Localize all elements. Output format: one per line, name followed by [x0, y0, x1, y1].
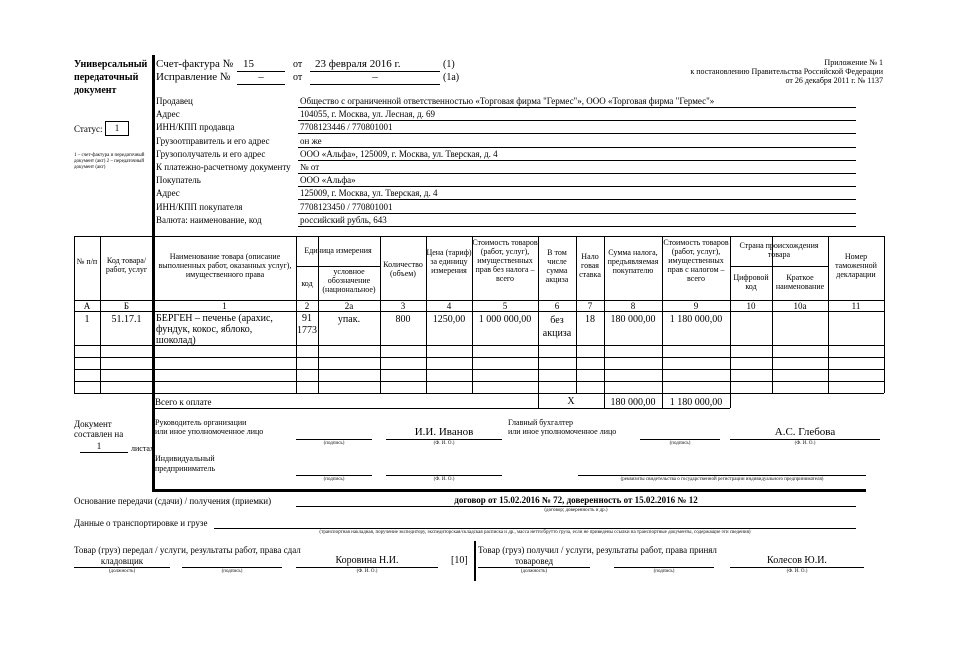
handed-fio-caption: (Ф. И. О.)	[356, 569, 378, 574]
handed-name: Коровина Н.И.	[335, 555, 399, 566]
doc-sheets-value: 1	[96, 441, 102, 451]
status-label: Статус:	[74, 124, 103, 134]
column-index: Б	[123, 301, 130, 311]
accountant-fio-caption: (Ф. И. О.)	[794, 441, 816, 446]
accountant-label-2: или иное уполномоченное лицо	[508, 427, 617, 436]
head-name: И.И. Иванов	[414, 426, 474, 438]
grid-line	[730, 266, 828, 267]
party-label: Адрес	[156, 188, 180, 198]
grid-line	[153, 408, 730, 409]
accountant-label-1: Главный бухгалтер	[508, 418, 573, 427]
transport-label: Данные о транспортировке и грузе	[74, 518, 208, 528]
transport-caption: (транспортная накладная, поручение экспедитору, экспедиторская/складская расписка и др., масса нетто/брутто груза, если не приведены ссылки на транспортные документы, содержащие эти сведения)	[319, 530, 751, 535]
appendix-line-3: от 26 декабря 2011 г. № 1137	[785, 76, 883, 85]
grid-line	[74, 381, 884, 382]
party-value: 7708123446 / 770801001	[300, 122, 393, 132]
party-value: Общество с ограниченной ответственностью «Торговая фирма "Гермес"», ООО «Торговая фирма "Гермес"»	[300, 96, 715, 106]
party-value: № от	[300, 162, 320, 172]
total-label: Всего к оплате	[155, 397, 212, 407]
grid-line	[74, 236, 884, 237]
handed-sign-caption: (подпись)	[221, 569, 243, 574]
correction-number: –	[258, 71, 264, 83]
status-note: 1 – счет-фактура и передаточный документ (акт) 2 – передаточный документ (акт)	[74, 153, 145, 170]
grid-line	[74, 369, 884, 370]
party-label: ИНН/КПП продавца	[156, 122, 235, 132]
party-underline	[298, 226, 856, 227]
ip-label-1: Индивидуальный	[155, 454, 215, 463]
document-title: Универсальный передаточный документ	[74, 59, 148, 96]
accountant-sign-caption: (подпись)	[669, 441, 691, 446]
column-index: 1	[222, 301, 227, 311]
column-index: А	[83, 301, 91, 311]
th-excise: В том числе сумма акциза	[545, 248, 569, 284]
bottom-divider	[474, 541, 476, 581]
grid-line	[74, 393, 884, 394]
ip-sign-caption: (подпись)	[323, 477, 345, 482]
row-number: 1	[84, 314, 90, 325]
row-cost-without-tax: 1 000 000,00	[478, 314, 532, 325]
party-label: Грузополучатель и его адрес	[156, 149, 266, 159]
head-fio-caption: (Ф. И. О.)	[433, 441, 455, 446]
party-underline	[298, 147, 856, 148]
party-underline	[298, 160, 856, 161]
party-underline	[298, 107, 856, 108]
row-unit-code: 91 1773	[297, 313, 317, 336]
row-price: 1250,00	[432, 314, 466, 325]
head-label-2: или иное уполномоченное лицо	[155, 427, 264, 436]
party-value: 7708123450 / 770801001	[300, 202, 393, 212]
party-label: Валюта: наименование, код	[156, 215, 262, 225]
head-label-1: Руководитель организации	[155, 418, 247, 427]
column-index: 8	[630, 301, 636, 311]
received-fio-caption: (Ф. И. О.)	[786, 569, 808, 574]
basis-caption: (договор; доверенность и др.)	[544, 508, 608, 513]
column-index: 4	[446, 301, 452, 311]
doc-label-1: Документ	[74, 419, 112, 429]
th-code: Код товара/ работ, услуг	[105, 256, 148, 274]
party-underline	[298, 173, 856, 174]
th-number: № п/п	[76, 257, 98, 266]
row-tax-rate: 18	[585, 314, 595, 325]
th-tax-rate: Нало говая ставка	[579, 252, 601, 279]
handed-position-caption: (должность)	[108, 569, 136, 574]
received-name: Колесов Ю.И.	[767, 555, 827, 566]
total-cost: 1 180 000,00	[669, 397, 723, 408]
party-underline	[298, 213, 856, 214]
column-index: 6	[554, 301, 560, 311]
party-value: 104055, г. Москва, ул. Лесная, д. 69	[300, 109, 436, 119]
party-label: Продавец	[156, 96, 193, 106]
column-index: 5	[502, 301, 508, 311]
correction-date: –	[372, 71, 378, 83]
th-country: Страна происхождения товара	[739, 241, 819, 259]
column-index: 10а	[793, 301, 807, 311]
column-index: 2	[304, 301, 310, 311]
column-index: 11	[851, 301, 861, 311]
correction-ref: (1а)	[443, 72, 460, 83]
total-tax: 180 000,00	[610, 397, 656, 408]
invoice-ref: (1)	[443, 59, 455, 70]
party-value: он же	[300, 136, 322, 146]
column-index: 3	[400, 301, 406, 311]
th-price: Цена (тариф) за единицу измерения	[426, 248, 472, 275]
grid-line	[730, 236, 731, 393]
party-value: российский рубль, 643	[300, 215, 387, 225]
ip-fio-caption: (Ф. И. О.)	[433, 477, 455, 482]
handed-label: Товар (груз) передал / услуги, результаты работ, права сдал	[74, 545, 301, 555]
row-code: 51.17.1	[111, 314, 142, 325]
party-value: ООО «Альфа», 125009, г. Москва, ул. Тверская, д. 4	[300, 149, 498, 159]
grid-line	[74, 311, 884, 312]
handed-position: кладовщик	[100, 556, 144, 566]
status-value: 1	[105, 121, 129, 136]
grid-line	[74, 357, 884, 358]
party-underline	[298, 133, 856, 134]
th-quantity: Количество (объем)	[383, 260, 423, 278]
row-quantity: 800	[395, 314, 411, 325]
doc-sheets-label: листах	[131, 444, 154, 453]
th-unit: Единица измерения	[304, 246, 372, 255]
row-unit-name: упак.	[337, 314, 361, 325]
invoice-from: от	[293, 59, 303, 70]
column-index: 2а	[344, 301, 354, 311]
th-tax-sum: Сумма налога, предъявляемая покупателю	[607, 248, 659, 275]
head-sign-caption: (подпись)	[323, 441, 345, 446]
row-excise: без акциза	[542, 315, 572, 339]
total-x: Х	[567, 396, 575, 407]
party-value: ООО «Альфа»	[300, 175, 356, 185]
th-country-name: Краткое наименование	[775, 273, 825, 291]
column-index: 10	[746, 301, 756, 311]
row-tax-sum: 180 000,00	[610, 314, 656, 325]
th-name: Наименование товара (описание выполненных работ, оказанных услуг), имущественного права	[158, 252, 292, 279]
grid-line	[884, 236, 885, 393]
ip-reg-caption: (реквизиты свидетельства о государственной регистрации индивидуального предпринимателя)	[620, 477, 824, 482]
party-underline	[298, 186, 856, 187]
th-unit-code: код	[301, 279, 313, 288]
correction-label: Исправление №	[156, 71, 231, 83]
invoice-label: Счет-фактура №	[156, 58, 234, 70]
th-cost-without-tax: Стоимость товаров (работ, услуг), имущественных прав без налога – всего	[472, 238, 538, 283]
party-label: ИНН/КПП покупателя	[156, 202, 243, 212]
received-position: товаровед	[514, 556, 554, 566]
th-cost-with-tax: Стоимость товаров (работ, услуг), имущественных прав с налогом – всего	[663, 238, 729, 283]
appendix-line-1: Приложение № 1	[824, 58, 883, 67]
received-position-caption: (должность)	[520, 569, 548, 574]
party-label: К платежно-расчетному документу	[156, 162, 291, 172]
received-label: Товар (груз) получил / услуги, результаты работ, права принял	[478, 545, 717, 555]
correction-from: от	[293, 72, 303, 83]
handed-ref: [10]	[451, 555, 468, 566]
th-country-code: Цифровой код	[733, 273, 769, 291]
th-unit-name: условное обозначение (национальное)	[322, 267, 376, 294]
th-customs: Номер таможенной декларации	[835, 252, 877, 279]
party-label: Покупатель	[156, 175, 201, 185]
appendix-line-2: к постановлению Правительства Российской Федерации	[690, 67, 883, 76]
basis-value: договор от 15.02.2016 № 72, доверенность от 15.02.2016 № 12	[454, 495, 698, 505]
ip-label-2: предприниматель	[155, 464, 215, 473]
party-label: Грузоотправитель и его адрес	[156, 136, 270, 146]
party-underline	[298, 199, 856, 200]
doc-label-2: составлен на	[74, 429, 124, 439]
grid-line	[730, 393, 731, 408]
column-index: 7	[587, 301, 593, 311]
party-label: Адрес	[156, 109, 180, 119]
party-value: 125009, г. Москва, ул. Тверская, д. 4	[300, 188, 438, 198]
row-name: БЕРГЕН – печенье (арахис, фундук, кокос, яблоко, шоколад)	[156, 313, 273, 346]
bottom-border	[152, 489, 866, 492]
received-sign-caption: (подпись)	[653, 569, 675, 574]
row-cost-with-tax: 1 180 000,00	[669, 314, 723, 325]
invoice-number: 15	[243, 58, 254, 70]
party-underline	[298, 120, 856, 121]
column-index: 9	[693, 301, 699, 311]
invoice-date: 23 февраля 2016 г.	[315, 58, 401, 70]
accountant-name: А.С. Глебова	[774, 426, 836, 438]
basis-label: Основание передачи (сдачи) / получения (приемки)	[74, 496, 272, 506]
